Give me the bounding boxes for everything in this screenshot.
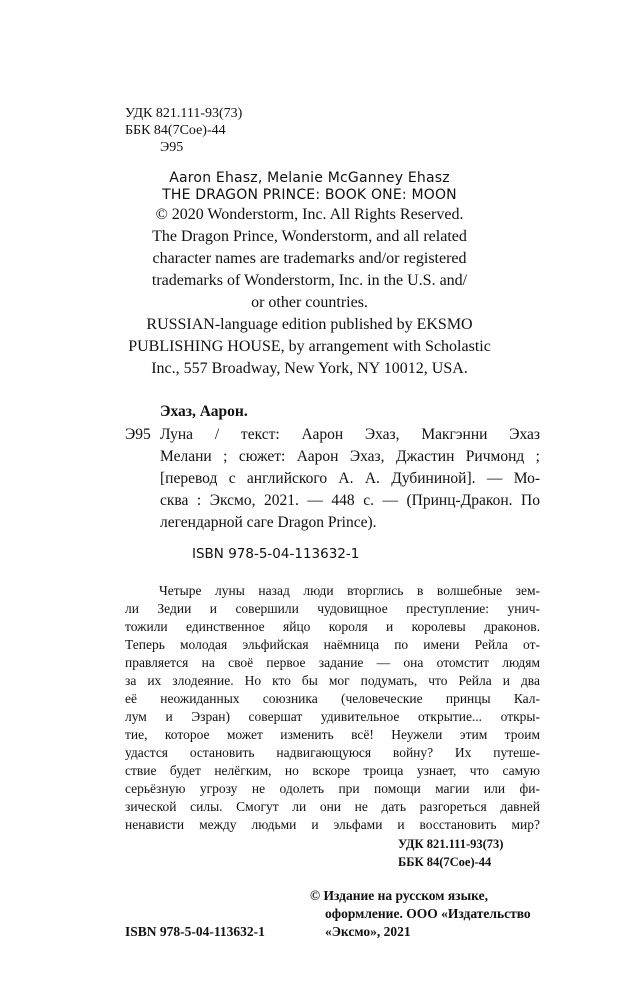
footer-copyright-1: © Издание на русском языке, bbox=[310, 888, 488, 903]
biblio-isbn: ISBN 978-5-04-113632-1 bbox=[192, 546, 360, 562]
annotation-line-11: ствие будет нелёгким, но вскоре троица узнает, что самую bbox=[125, 763, 540, 778]
annotation-line-7: её неожиданных союзника (человеческие принцы Кал- bbox=[125, 691, 540, 706]
credit-authors: Aaron Ehasz, Melanie McGanney Ehasz bbox=[169, 170, 450, 186]
annotation-line-14: ненависти между людьми и эльфами и восстановить мир? bbox=[125, 817, 540, 832]
biblio-line-2: Мелани ; сюжет: Аарон Эхаз, Джастин Ричмонд ; bbox=[160, 448, 540, 465]
annotation-line-1: Четыре луны назад люди вторглись в волшебные зем- bbox=[159, 583, 540, 598]
footer-copyright-3: «Эксмо», 2021 bbox=[325, 924, 411, 939]
annotation-line-4: Теперь молодая эльфийская наёмница по имени Рейла от- bbox=[125, 637, 540, 652]
bbk-code: ББК 84(7Сое)-44 bbox=[125, 123, 226, 138]
annotation-line-5: правляется на своё первое задание — она отомстит людям bbox=[125, 655, 540, 670]
footer-copyright-2: оформление. ООО «Издательство bbox=[325, 906, 531, 921]
annotation-line-13: зической силы. Смогут ли они не дать разгореться давней bbox=[125, 799, 540, 814]
credit-trademark-1: The Dragon Prince, Wonderstorm, and all related bbox=[152, 228, 467, 245]
biblio-heading: Эхаз, Аарон. bbox=[160, 403, 248, 420]
credit-trademark-4: or other countries. bbox=[251, 294, 368, 311]
credit-trademark-3: trademarks of Wonderstorm, Inc. in the U.S. and/ bbox=[151, 272, 468, 289]
credit-edition-2: PUBLISHING HOUSE, by arrangement with Scholastic bbox=[128, 338, 491, 355]
biblio-line-1: Луна / текст: Аарон Эхаз, Макгэнни Эхаз bbox=[160, 426, 540, 443]
credit-copyright: © 2020 Wonderstorm, Inc. All Rights Reserved. bbox=[155, 206, 464, 223]
biblio-sign: Э95 bbox=[125, 426, 151, 443]
annotation-line-2: ли Зедии и совершили чудовищное преступление: унич- bbox=[125, 601, 540, 616]
credit-original-title: THE DRAGON PRINCE: BOOK ONE: MOON bbox=[162, 187, 457, 203]
annotation-udk: УДК 821.111-93(73) bbox=[398, 837, 504, 851]
biblio-line-3: [перевод с английского А. А. Дубининой]. — Мо- bbox=[160, 470, 540, 487]
annotation-line-8: лум и Эзран) совершат удивительное открытие... откры- bbox=[125, 709, 540, 724]
author-sign: Э95 bbox=[160, 140, 184, 155]
credit-edition-3: Inc., 557 Broadway, New York, NY 10012, USA. bbox=[151, 360, 468, 377]
annotation-line-9: тие, которое может изменить всё! Неужели этим троим bbox=[125, 727, 540, 742]
footer-isbn: ISBN 978-5-04-113632-1 bbox=[125, 924, 265, 939]
biblio-line-5: легендарной саге Dragon Prince). bbox=[160, 514, 377, 531]
annotation-line-12: серьёзную угрозу не одолеть при помощи магии или фи- bbox=[125, 781, 540, 796]
annotation-bbk: ББК 84(7Сое)-44 bbox=[398, 855, 492, 869]
udk-code: УДК 821.111-93(73) bbox=[125, 106, 243, 121]
credit-edition-1: RUSSIAN-language edition published by EKSMO bbox=[146, 316, 473, 333]
credit-trademark-2: character names are trademarks and/or registered bbox=[152, 250, 467, 267]
biblio-line-4: сква : Эксмо, 2021. — 448 с. — (Принц-Дракон. По bbox=[160, 492, 540, 509]
annotation-line-3: тожили единственное яйцо короля и королевы драконов. bbox=[125, 619, 540, 634]
annotation-line-6: за их злодеяние. Но кто бы мог подумать, что Рейла и два bbox=[125, 673, 540, 688]
annotation-line-10: удастся остановить надвигающуюся войну? Их путеше- bbox=[125, 745, 540, 760]
